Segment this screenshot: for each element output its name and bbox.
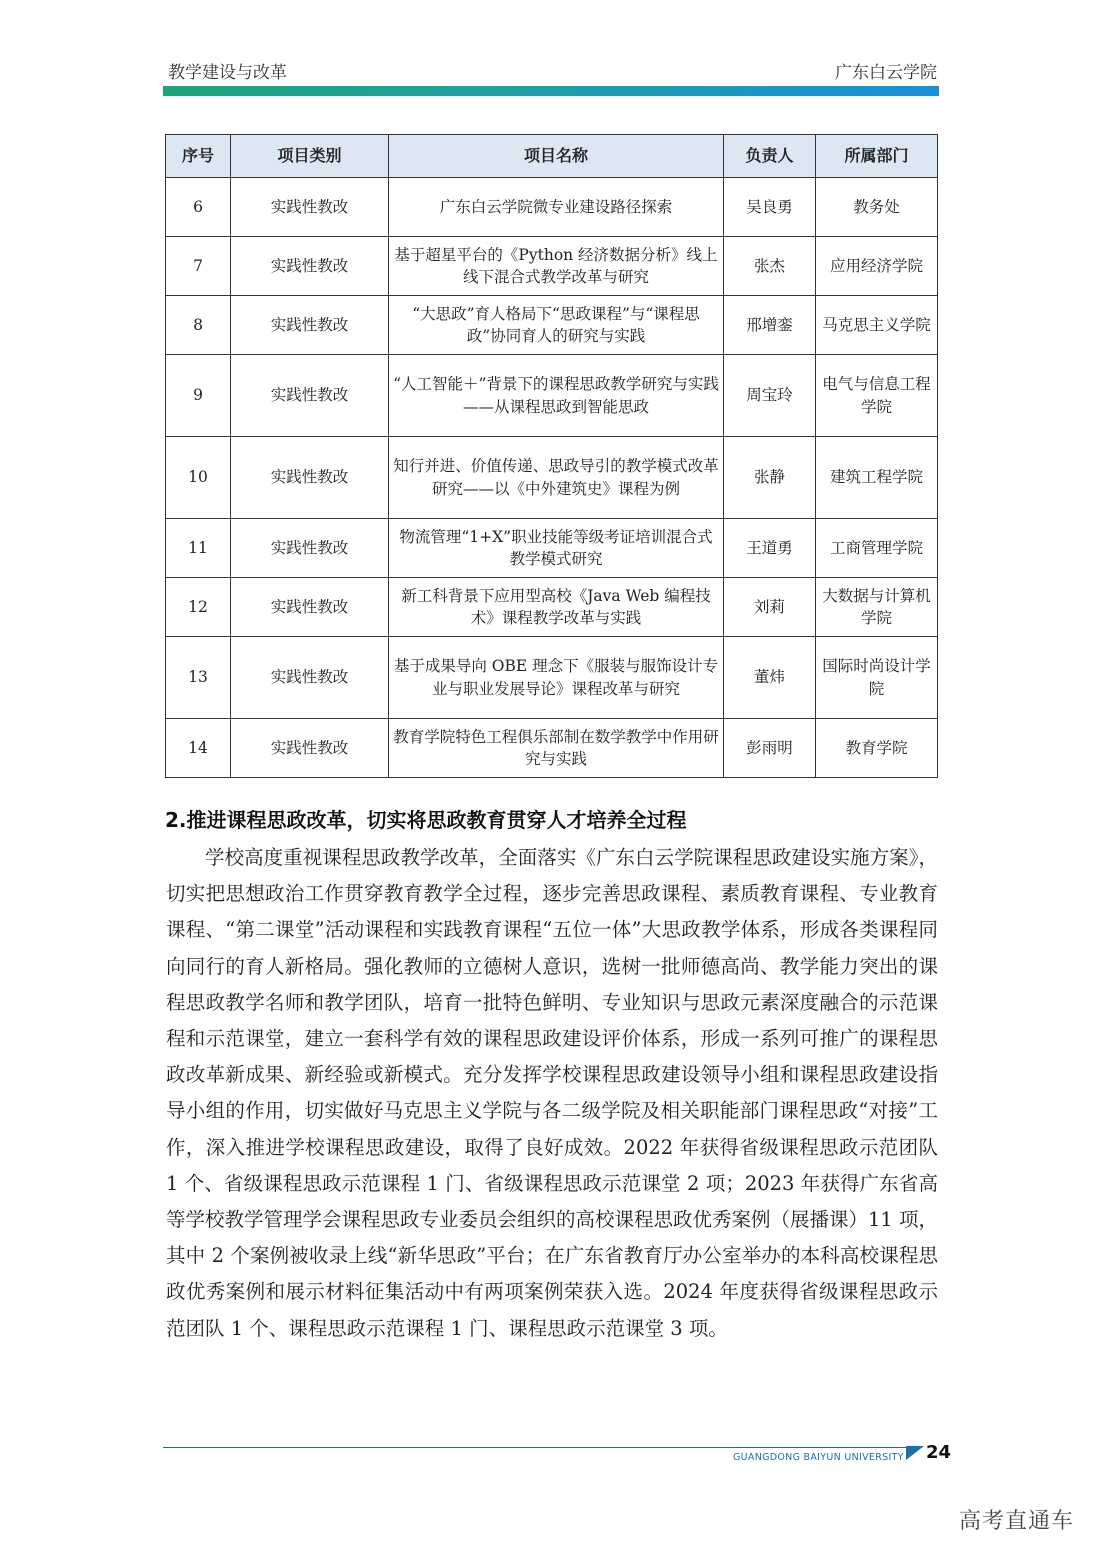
table-row (166, 578, 938, 637)
cell-project-name: 广东白云学院微专业建设路径探索 (389, 178, 724, 237)
cell-leader: 王道勇 (724, 519, 816, 578)
project-table (165, 134, 938, 778)
cell-leader: 吴良勇 (724, 178, 816, 237)
header-gradient-bar (163, 86, 939, 96)
cell-number: 10 (166, 437, 231, 519)
header-university-name: 广东白云学院 (835, 63, 937, 83)
col-header-number: 序号 (166, 135, 231, 178)
cell-category: 实践性教改 (231, 519, 389, 578)
footer-university-name: GUANGDONG BAIYUN UNIVERSITY (733, 1452, 904, 1463)
cell-number: 8 (166, 296, 231, 355)
table-row (166, 637, 938, 719)
cell-number: 14 (166, 719, 231, 778)
cell-category: 实践性教改 (231, 637, 389, 719)
cell-category: 实践性教改 (231, 296, 389, 355)
cell-leader: 张杰 (724, 237, 816, 296)
cell-category: 实践性教改 (231, 178, 389, 237)
cell-number: 7 (166, 237, 231, 296)
cell-number: 11 (166, 519, 231, 578)
cell-department: 工商管理学院 (816, 519, 938, 578)
header-section-title: 教学建设与改革 (168, 63, 287, 83)
cell-leader: 董炜 (724, 637, 816, 719)
cell-project-name: 教育学院特色工程俱乐部制在数学教学中作用研究与实践 (389, 719, 724, 778)
cell-department: 教务处 (816, 178, 938, 237)
cell-project-name: 物流管理“1+X”职业技能等级考证培训混合式教学模式研究 (389, 519, 724, 578)
table-row (166, 178, 938, 237)
cell-project-name: “人工智能＋”背景下的课程思政教学研究与实践——从课程思政到智能思政 (389, 355, 724, 437)
cell-department: 马克思主义学院 (816, 296, 938, 355)
cell-category: 实践性教改 (231, 437, 389, 519)
col-header-category: 项目类别 (231, 135, 389, 178)
cell-project-name: 基于超星平台的《Python 经济数据分析》线上线下混合式教学改革与研究 (389, 237, 724, 296)
cell-category: 实践性教改 (231, 719, 389, 778)
cell-category: 实践性教改 (231, 237, 389, 296)
cell-leader: 彭雨明 (724, 719, 816, 778)
cell-department: 教育学院 (816, 719, 938, 778)
cell-department: 应用经济学院 (816, 237, 938, 296)
cell-department: 电气与信息工程学院 (816, 355, 938, 437)
table-row (166, 296, 938, 355)
watermark-text: 高考直通车 (958, 1509, 1074, 1534)
cell-leader: 邢增銮 (724, 296, 816, 355)
cell-project-name: “大思政”育人格局下“思政课程”与“课程思政”协同育人的研究与实践 (389, 296, 724, 355)
body-paragraph: 学校高度重视课程思政教学改革，全面落实《广东白云学院课程思政建设实施方案》，切实把思想政治工作贯穿教育教学全过程，逐步完善思政课程、素质教育课程、专业教育课程、“第二课堂”活动课程和实践教育课程“五位一体”大思政教学体系，形成各类课程同向同行的育人新格局。强化教师的立德树人意识，选树一批师德高尚、教学能力突出的课程思政教学名师和教学团队，培育一批特色鲜明、专业知识与思政元素深度融合的示范课程和示范课堂，建立一套科学有效的课程思政建设评价体系，形成一系列可推广的课程思政改革新成果、新经验或新模式。充分发挥学校课程思政建设领导小组和课程思政建设指导小组的作用，切实做好马克思主义学院与各二级学院及相关职能部门课程思政“对接”工作，深入推进学校课程思政建设，取得了良好成效。2022 年获得省级课程思政示范团队 1 个、省级课程思政示范课程 1 门、省级课程思政示范课堂 2 项；2023 年获得广东省高等学校教学管理学会课程思政专业委员会组织的高校课程思政优秀案例（展播课）11 项，其中 2 个案例被收录上线“新华思政”平台；在广东省教育厅办公室举办的本科高校课程思政优秀案例和展示材料征集活动中有两项案例荣获入选。2024 年度获得省级课程思政示范团队 1 个、课程思政示范课程 1 门、课程思政示范课堂 3 项。 (166, 846, 939, 1340)
cell-category: 实践性教改 (231, 355, 389, 437)
page-number: 24 (926, 1442, 952, 1463)
table-row (166, 237, 938, 296)
cell-department: 建筑工程学院 (816, 437, 938, 519)
table-row (166, 355, 938, 437)
footer-rule (163, 1447, 908, 1448)
cell-number: 12 (166, 578, 231, 637)
table-header-row (166, 135, 938, 178)
cell-project-name: 新工科背景下应用型高校《Java Web 编程技术》课程教学改革与实践 (389, 578, 724, 637)
cell-leader: 张静 (724, 437, 816, 519)
col-header-department: 所属部门 (816, 135, 938, 178)
cell-project-name: 知行并进、价值传递、思政导引的教学模式改革研究——以《中外建筑史》课程为例 (389, 437, 724, 519)
cell-department: 国际时尚设计学院 (816, 637, 938, 719)
cell-category: 实践性教改 (231, 578, 389, 637)
col-header-leader: 负责人 (724, 135, 816, 178)
cell-number: 6 (166, 178, 231, 237)
cell-number: 13 (166, 637, 231, 719)
table-row (166, 719, 938, 778)
cell-project-name: 基于成果导向 OBE 理念下《服装与服饰设计专业与职业发展导论》课程改革与研究 (389, 637, 724, 719)
table-row (166, 519, 938, 578)
section-heading: 2.推进课程思政改革，切实将思政教育贯穿人才培养全过程 (165, 808, 687, 832)
cell-leader: 周宝玲 (724, 355, 816, 437)
cell-number: 9 (166, 355, 231, 437)
table-row (166, 437, 938, 519)
col-header-project-name: 项目名称 (389, 135, 724, 178)
footer-triangle-icon (906, 1446, 924, 1460)
cell-department: 大数据与计算机学院 (816, 578, 938, 637)
cell-leader: 刘莉 (724, 578, 816, 637)
